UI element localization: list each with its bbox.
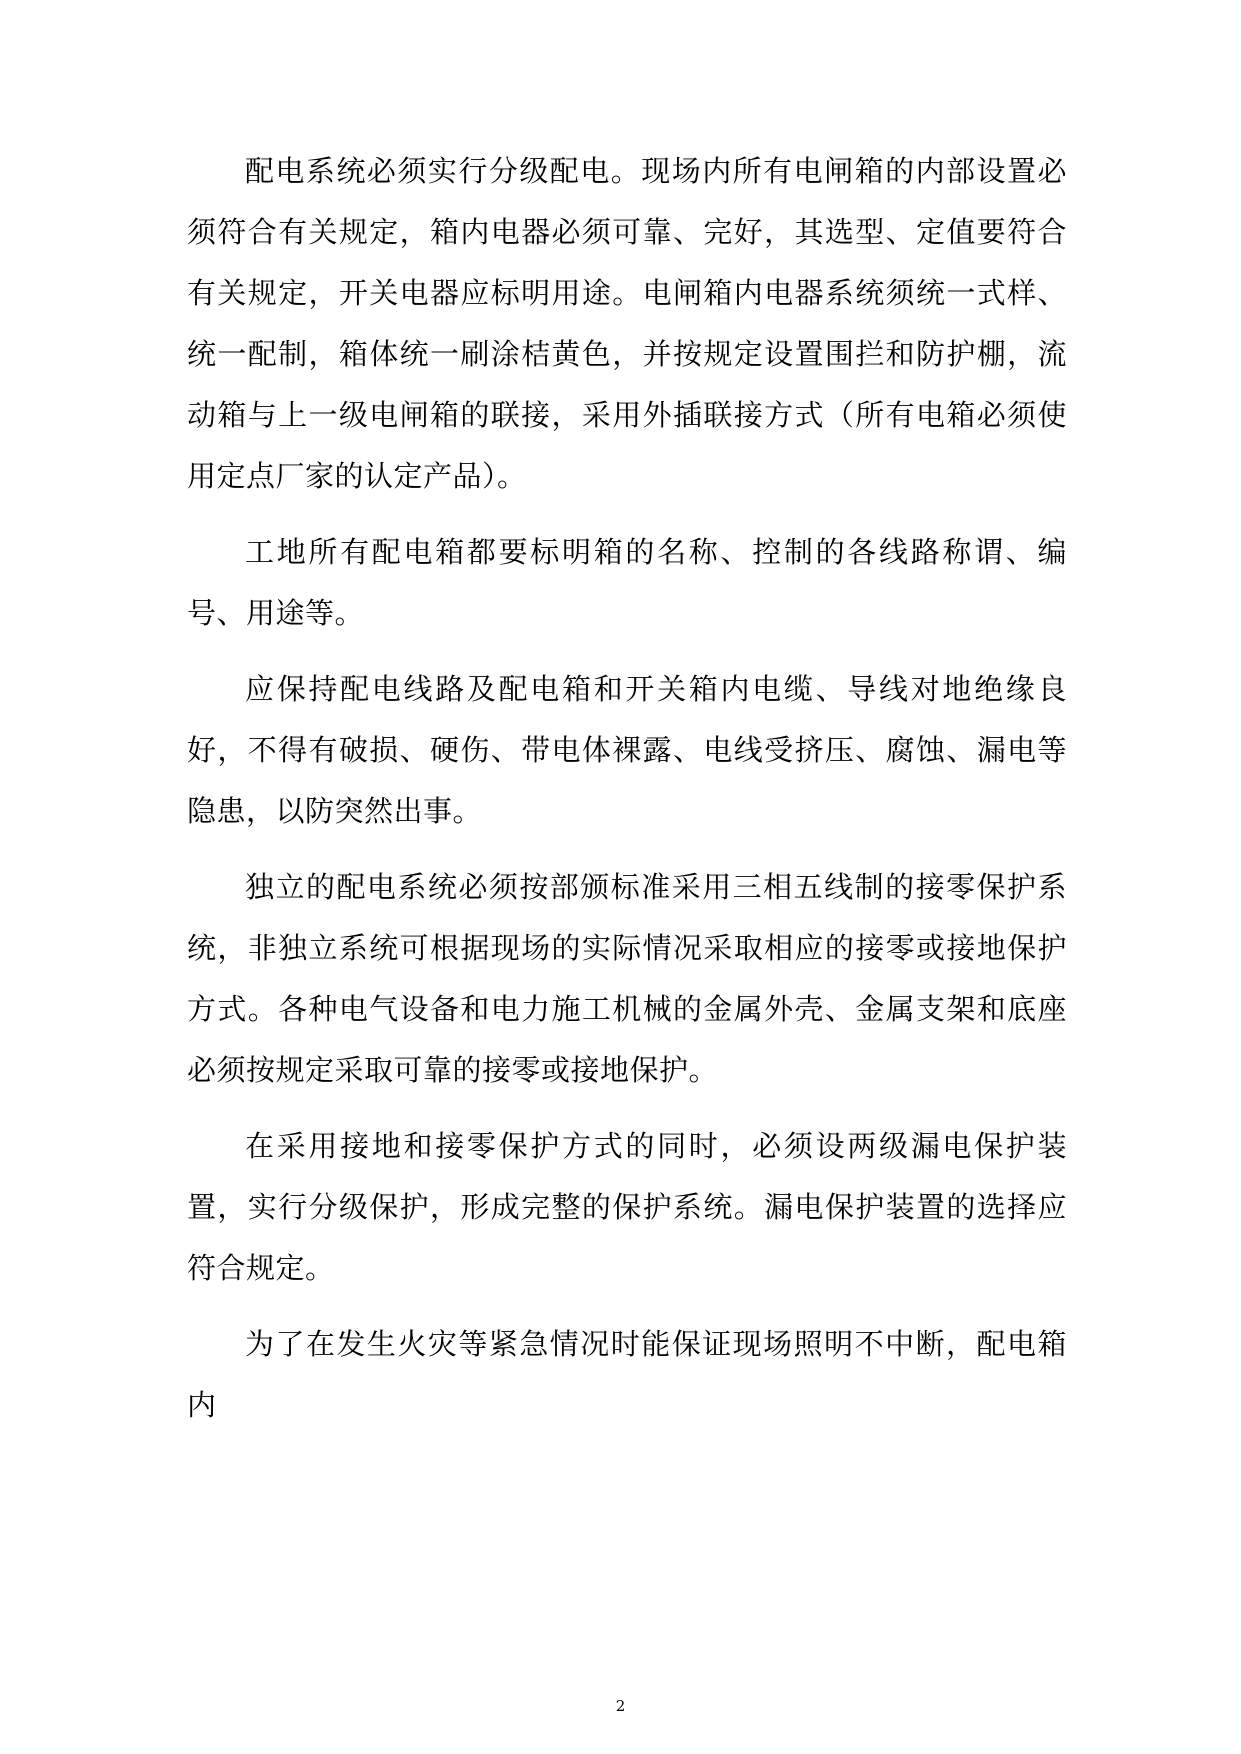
- paragraph-grounding-system: 独立的配电系统必须按部颁标准采用三相五线制的接零保护系统，非独立系统可根据现场的实际情况采取相应的接零或接地保护方式。各种电气设备和电力施工机械的金属外壳、金属支架和底座必须按规定采取可靠的接零或接地保护。: [187, 870, 1067, 1087]
- paragraph-emergency-lighting: 为了在发生火灾等紧急情况时能保证现场照明不中断，配电箱内: [187, 1327, 1067, 1422]
- paragraph-leakage-protection: 在采用接地和接零保护方式的同时，必须设两级漏电保护装置，实行分级保护，形成完整的保护系统。漏电保护装置的选择应符合规定。: [187, 1129, 1067, 1285]
- page-number: 2: [615, 1697, 626, 1715]
- paragraph-box-labeling: 工地所有配电箱都要标明箱的名称、控制的各线路称谓、编号、用途等。: [187, 535, 1067, 630]
- paragraph-insulation: 应保持配电线路及配电箱和开关箱内电缆、导线对地绝缘良好，不得有破损、硬伤、带电体裸露、电线受挤压、腐蚀、漏电等隐患，以防突然出事。: [187, 672, 1067, 828]
- paragraph-distribution-levels: 配电系统必须实行分级配电。现场内所有电闸箱的内部设置必须符合有关规定，箱内电器必须可靠、完好，其选型、定值要符合有关规定，开关电器应标明用途。电闸箱内电器系统须统一式样、统一配制，箱体统一刷涂桔黄色，并按规定设置围拦和防护棚，流动箱与上一级电闸箱的联接，采用外插联接方式（所有电箱必须使用定点厂家的认定产品）。: [187, 154, 1067, 493]
- body-text: [187, 141, 1067, 1451]
